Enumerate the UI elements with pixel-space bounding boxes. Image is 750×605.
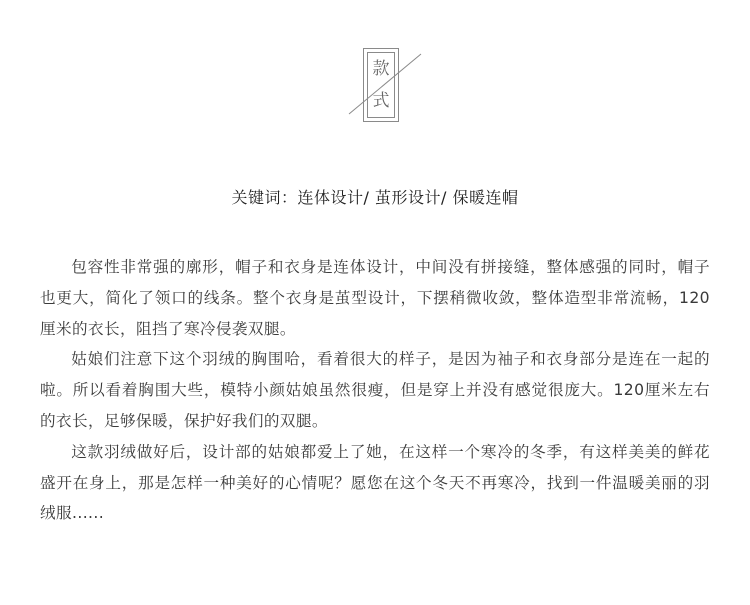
paragraph-1: 包容性非常强的廓形，帽子和衣身是连体设计，中间没有拼接缝，整体感强的同时，帽子也更大，简化了领口的线条。整个衣身是茧型设计，下摆稍微收敛，整体造型非常流畅，120厘米的衣长，阻挡了寒冷侵袭双腿。 — [40, 258, 710, 338]
description-body — [40, 252, 710, 529]
section-emblem — [345, 40, 425, 130]
paragraph-2: 姑娘们注意下这个羽绒的胸围哈，看着很大的样子，是因为袖子和衣身部分是连在一起的啦。所以看着胸围大些，模特小颜姑娘虽然很瘦，但是穿上并没有感觉很庞大。120厘米左右的衣长，足够保暖，保护好我们的双腿。 — [40, 350, 710, 430]
emblem-diagonal-line — [345, 40, 425, 130]
emblem-char-bottom: 式 — [372, 91, 390, 111]
paragraph-3: 这款羽绒做好后，设计部的姑娘都爱上了她，在这样一个寒冷的冬季，有这样美美的鲜花盛开在身上，那是怎样一种美好的心情呢？愿您在这个冬天不再寒冷，找到一件温暖美丽的羽绒服...... — [40, 442, 710, 523]
emblem-char-top: 款 — [372, 59, 390, 79]
keywords-line: 关键词：连体设计/ 茧形设计/ 保暖连帽 — [231, 188, 519, 207]
